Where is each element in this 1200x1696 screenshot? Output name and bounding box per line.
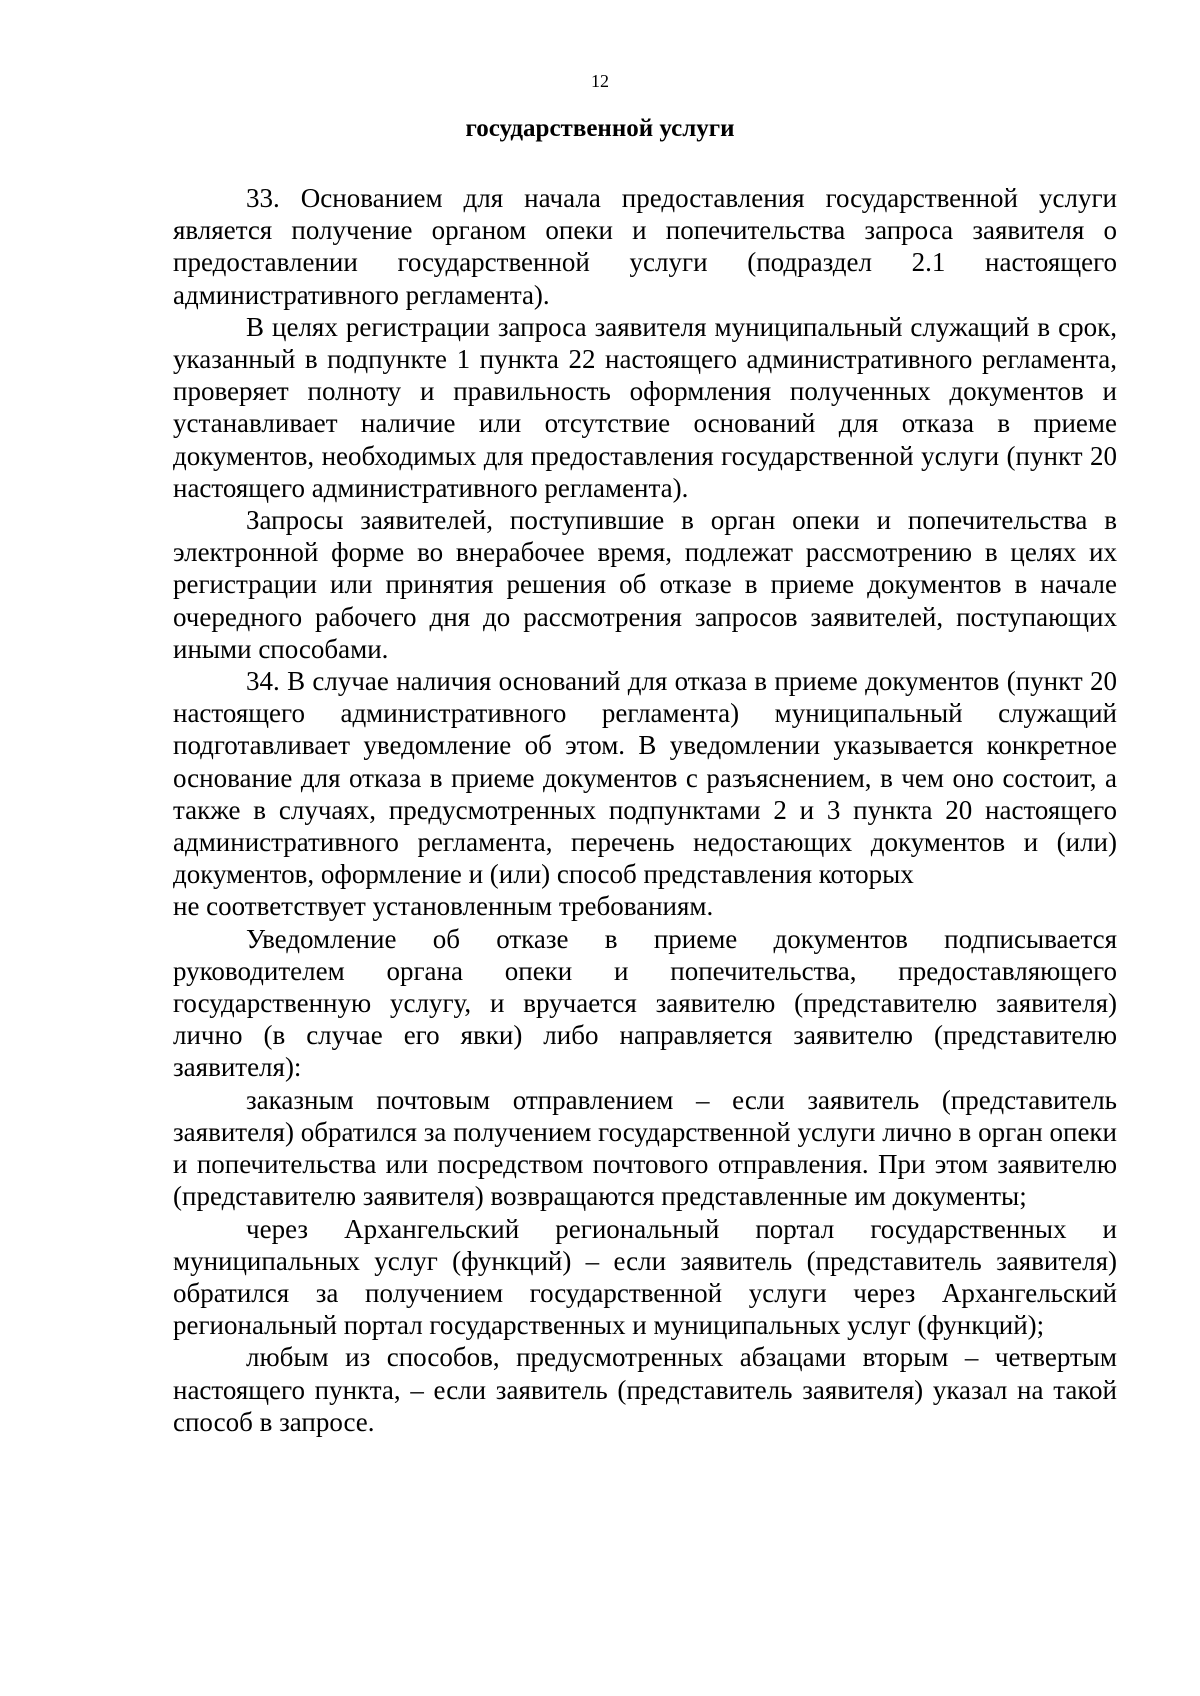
paragraph-postal: заказным почтовым отправлением – если заявитель (представитель заявителя) обратился за получением государственной услуги лично в орган опеки и попечительства или посредством почтового отправления. При этом заявителю (представителю заявителя) возвращаются представленные им документы; xyxy=(173,1084,1117,1212)
document-body xyxy=(173,182,1117,1438)
paragraph-any-method: любым из способов, предусмотренных абзацами вторым – четвертым настоящего пункта, – если заявитель (представитель заявителя) указал на такой способ в запросе. xyxy=(173,1342,1117,1437)
paragraph-33: 33. Основанием для начала предоставления государственной услуги является получение органом опеки и попечительства запроса заявителя о предоставлении государственной услуги (подраздел 2.1 настоящего административного регламента). xyxy=(173,183,1117,310)
paragraph-portal: через Архангельский региональный портал государственных и муниципальных услуг (функций) – если заявитель (представитель заявителя) обратился за получением государственной услуги через Архангельский региональный портал государственных и муниципальных услуг (функций); xyxy=(173,1213,1117,1341)
section-heading: государственной услуги xyxy=(465,115,735,142)
paragraph-notification: Уведомление об отказе в приеме документов подписывается руководителем органа опеки и попечительства, предоставляющего государственную услугу, и вручается заявителю (представителю заявителя) лично (в случае его явки) либо направляется заявителю (представителю заявителя): xyxy=(173,923,1117,1083)
paragraph-34-continuation: не соответствует установленным требованиям. xyxy=(173,891,714,922)
paragraph-electronic-requests: Запросы заявителей, поступившие в орган опеки и попечительства в электронной форме во внерабочее время, подлежат рассмотрению в целях их регистрации или принятия решения об отказе в приеме документов в начале очередного рабочего дня до рассмотрения запросов заявителей, поступающих иными способами. xyxy=(173,505,1117,664)
paragraph-registration: В целях регистрации запроса заявителя муниципальный служащий в срок, указанный в подпункте 1 пункта 22 настоящего административного регламента, проверяет полноту и правильность оформления полученных документов и устанавливает наличие или отсутствие оснований для отказа в приеме документов, необходимых для предоставления государственной услуги (пункт 20 настоящего административного регламента). xyxy=(173,311,1117,503)
paragraph-34: 34. В случае наличия оснований для отказа в приеме документов (пункт 20 настоящего административного регламента) муниципальный служащий подготавливает уведомление об этом. В уведомлении указывается конкретное основание для отказа в приеме документов с разъяснением, в чем оно состоит, а также в случаях, предусмотренных подпунктами 2 и 3 пункта 20 настоящего административного регламента, перечень недостающих документов и (или) документов, оформление и (или) способ представления которых xyxy=(173,666,1117,890)
page-number: 12 xyxy=(591,71,609,91)
